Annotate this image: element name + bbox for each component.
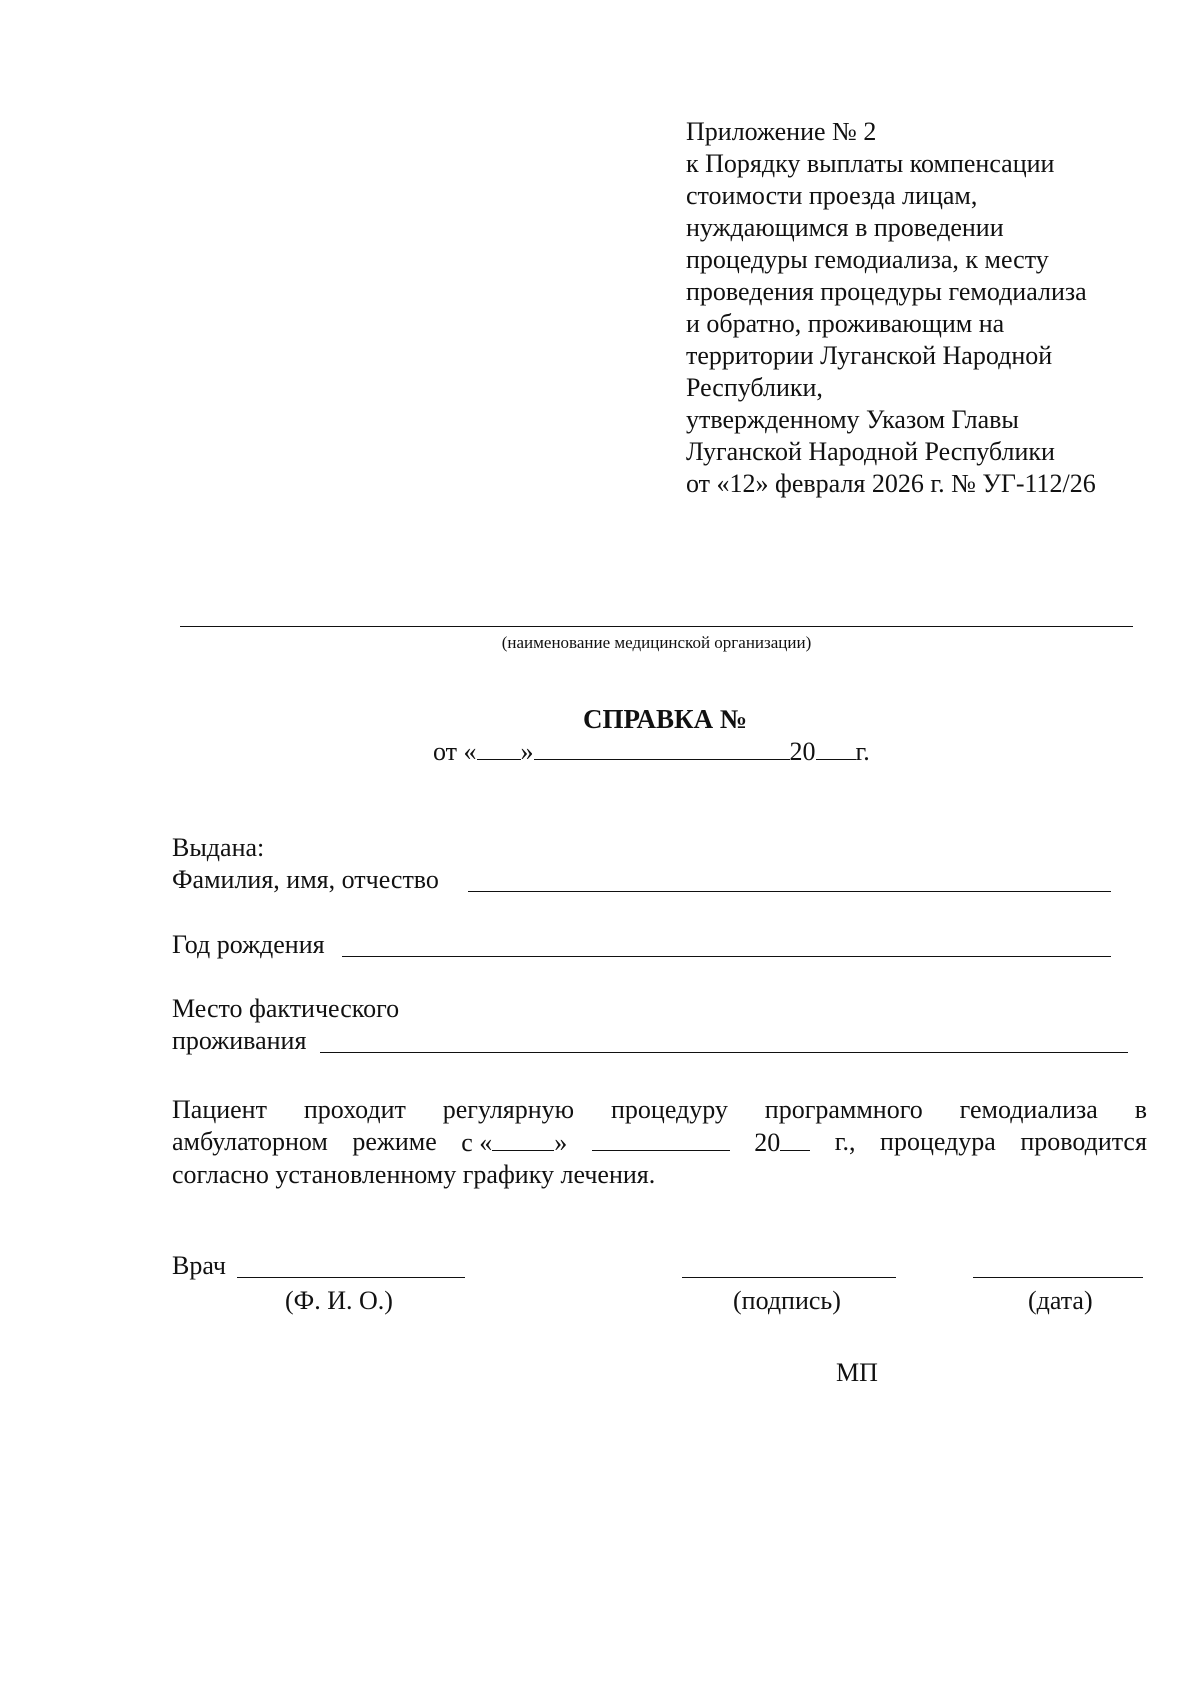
statement-word: гемодиализа	[959, 1095, 1098, 1124]
stamp-place-label: МП	[836, 1358, 878, 1387]
statement-word: режиме	[352, 1127, 437, 1156]
statement-word: Пациент	[172, 1095, 267, 1124]
statement-word: проводится	[1020, 1127, 1147, 1156]
issued-label: Выдана:	[172, 833, 265, 862]
start-year-group	[754, 1126, 810, 1159]
date-suffix: г.	[855, 737, 870, 766]
signature-date-field[interactable]	[973, 1277, 1143, 1278]
organization-name-caption: (наименование медицинской организации)	[501, 633, 812, 652]
start-date-group	[461, 1126, 567, 1159]
appendix-line: Луганской Народной Республики	[686, 437, 1055, 466]
statement-word: регулярную	[442, 1095, 575, 1124]
residence-label-line2: проживания	[172, 1026, 307, 1055]
appendix-line: проведения процедуры гемодиализа	[686, 277, 1087, 306]
statement-line-3: согласно установленному графику лечения.	[172, 1160, 656, 1189]
appendix-line: и обратно, проживающим на	[686, 309, 1005, 338]
start-year-prefix: 20	[754, 1128, 781, 1157]
patient-statement	[172, 1094, 1147, 1191]
birth-year-label: Год рождения	[172, 930, 325, 959]
appendix-line: стоимости проезда лицам,	[686, 181, 978, 210]
statement-word: г.,	[834, 1127, 856, 1156]
start-date-prefix: с «	[461, 1128, 493, 1157]
appendix-line: Приложение № 2	[686, 117, 877, 146]
statement-word: в	[1134, 1095, 1147, 1124]
statement-word: процедура	[880, 1127, 996, 1156]
start-date-mid: »	[554, 1128, 568, 1157]
doctor-name-caption: (Ф. И. О.)	[285, 1286, 393, 1315]
appendix-line: от «12» февраля 2026 г. № УГ-112/26	[686, 469, 1096, 498]
date-month-field[interactable]	[534, 735, 790, 760]
statement-word: программного	[764, 1095, 923, 1124]
date-prefix: от «	[433, 737, 477, 766]
organization-name-field[interactable]	[180, 626, 1133, 627]
doctor-label: Врач	[172, 1251, 226, 1280]
statement-line-1	[172, 1094, 1147, 1126]
date-year-prefix: 20	[789, 737, 816, 766]
appendix-header	[686, 116, 1156, 500]
appendix-line: к Порядку выплаты компенсации	[686, 149, 1055, 178]
start-year-field[interactable]	[780, 1126, 810, 1151]
full-name-field[interactable]	[468, 891, 1111, 892]
start-month-field[interactable]	[592, 1126, 730, 1151]
statement-line-2	[172, 1126, 1147, 1159]
appendix-line: процедуры гемодиализа, к месту	[686, 245, 1049, 274]
date-year-field[interactable]	[816, 735, 856, 760]
appendix-line: утвержденному Указом Главы	[686, 405, 1019, 434]
start-day-field[interactable]	[492, 1126, 554, 1151]
doctor-signature-field[interactable]	[682, 1277, 896, 1278]
date-caption: (дата)	[1028, 1286, 1093, 1315]
date-mid: »	[520, 737, 534, 766]
residence-field[interactable]	[320, 1052, 1128, 1053]
statement-word: процедуру	[610, 1095, 728, 1124]
residence-label-line1: Место фактического	[172, 994, 400, 1023]
doctor-name-field[interactable]	[237, 1277, 465, 1278]
statement-word: проходит	[303, 1095, 406, 1124]
appendix-line: Республики,	[686, 373, 823, 402]
full-name-label: Фамилия, имя, отчество	[172, 865, 439, 894]
date-day-field[interactable]	[477, 735, 521, 760]
birth-year-field[interactable]	[342, 956, 1111, 957]
statement-word: амбулаторном	[172, 1127, 328, 1156]
certificate-date	[433, 735, 870, 769]
appendix-line: нуждающимся в проведении	[686, 213, 1004, 242]
certificate-title: СПРАВКА №	[582, 704, 747, 734]
signature-caption: (подпись)	[733, 1286, 841, 1315]
appendix-line: территории Луганской Народной	[686, 341, 1053, 370]
